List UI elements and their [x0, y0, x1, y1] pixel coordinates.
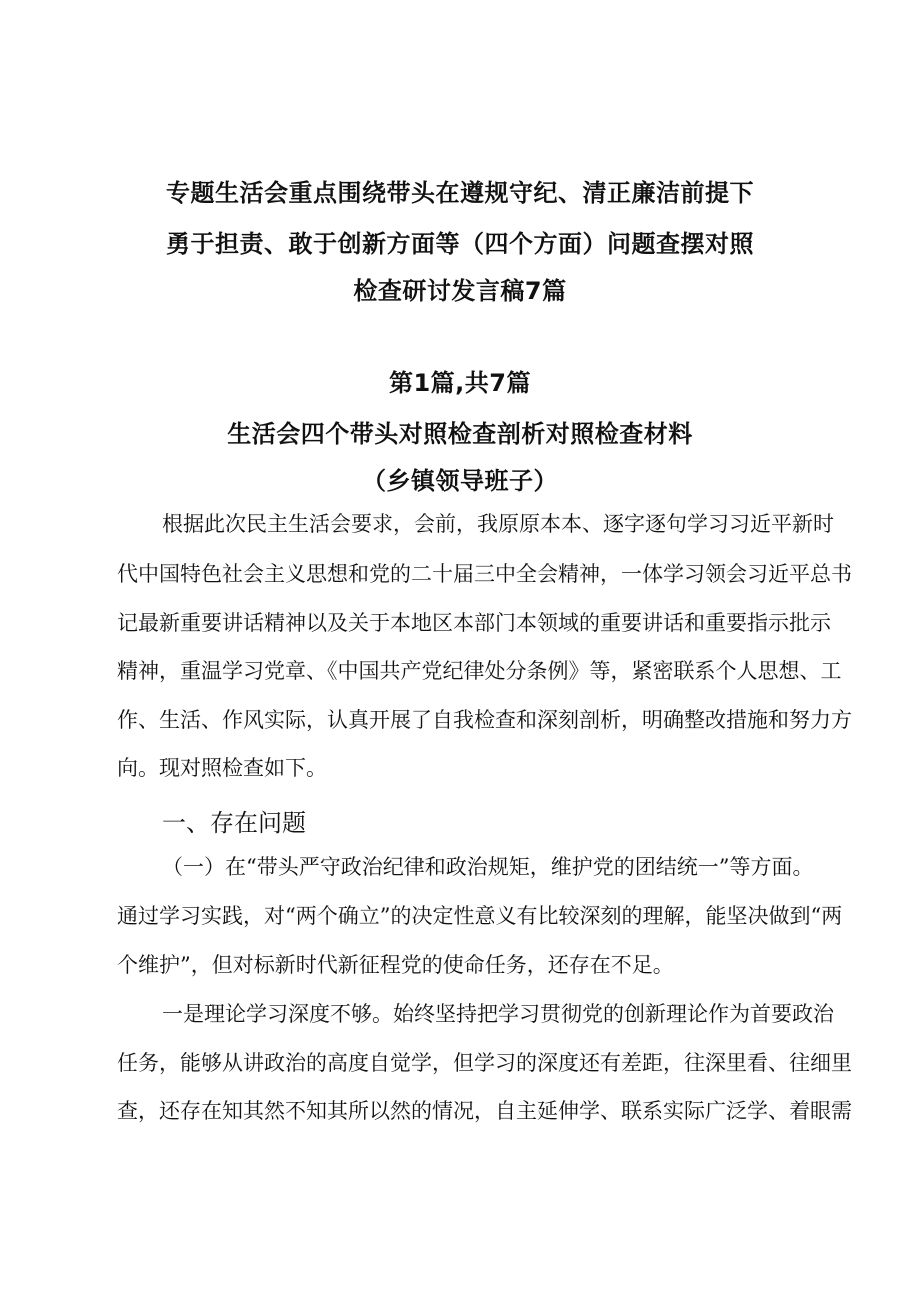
subsection-line-2: 通过学习实践，对“两个确立”的决定性意义有比较深刻的理解，能坚决做到“两 — [117, 904, 843, 928]
point-line-2: 任务，能够从讲政治的高度自觉学，但学习的深度还有差距，往深里看、往细里 — [117, 1051, 852, 1075]
document-title-line-1: 专题生活会重点围绕带头在遵规守纪、清正廉洁前提下 — [166, 179, 754, 207]
intro-line-5: 作、生活、作风实际，认真开展了自我检查和深刻剖析，明确整改措施和努力方 — [117, 708, 852, 732]
subsection-line-1: （一）在“带头严守政治纪律和政治规矩，维护党的团结统一”等方面。 — [162, 855, 814, 879]
point-line-3: 查，还存在知其然不知其所以然的情况，自主延伸学、联系实际广泛学、着眼需 — [117, 1099, 852, 1123]
part-label: 第1篇,共7篇 — [388, 369, 531, 397]
point-line-1: 一是理论学习深度不够。始终坚持把学习贯彻党的创新理论作为首要政治 — [162, 1002, 834, 1026]
intro-line-3: 记最新重要讲话精神以及关于本地区本部门本领域的重要讲话和重要指示批示 — [117, 611, 831, 635]
intro-line-4: 精神，重温学习党章、《中国共产党纪律处分条例》等，紧密联系个人思想、工 — [117, 659, 842, 683]
document-title-line-2: 勇于担责、敢于创新方面等（四个方面）问题查摆对照 — [166, 230, 754, 258]
intro-line-2: 代中国特色社会主义思想和党的二十届三中全会精神，一体学习领会习近平总书 — [117, 562, 852, 586]
article-subtitle: （乡镇领导班子） — [362, 467, 558, 495]
intro-line-6: 向。现对照检查如下。 — [117, 756, 327, 780]
section-heading: 一、存在问题 — [162, 809, 306, 837]
document-title-line-3: 检查研讨发言稿7篇 — [353, 277, 567, 305]
intro-line-1: 根据此次民主生活会要求，会前，我原原本本、逐字逐句学习习近平新时 — [162, 512, 834, 536]
subsection-line-3: 个维护”，但对标新时代新征程党的使命任务，还存在不足。 — [117, 953, 674, 977]
article-title: 生活会四个带头对照检查剖析对照检查材料 — [227, 420, 693, 448]
